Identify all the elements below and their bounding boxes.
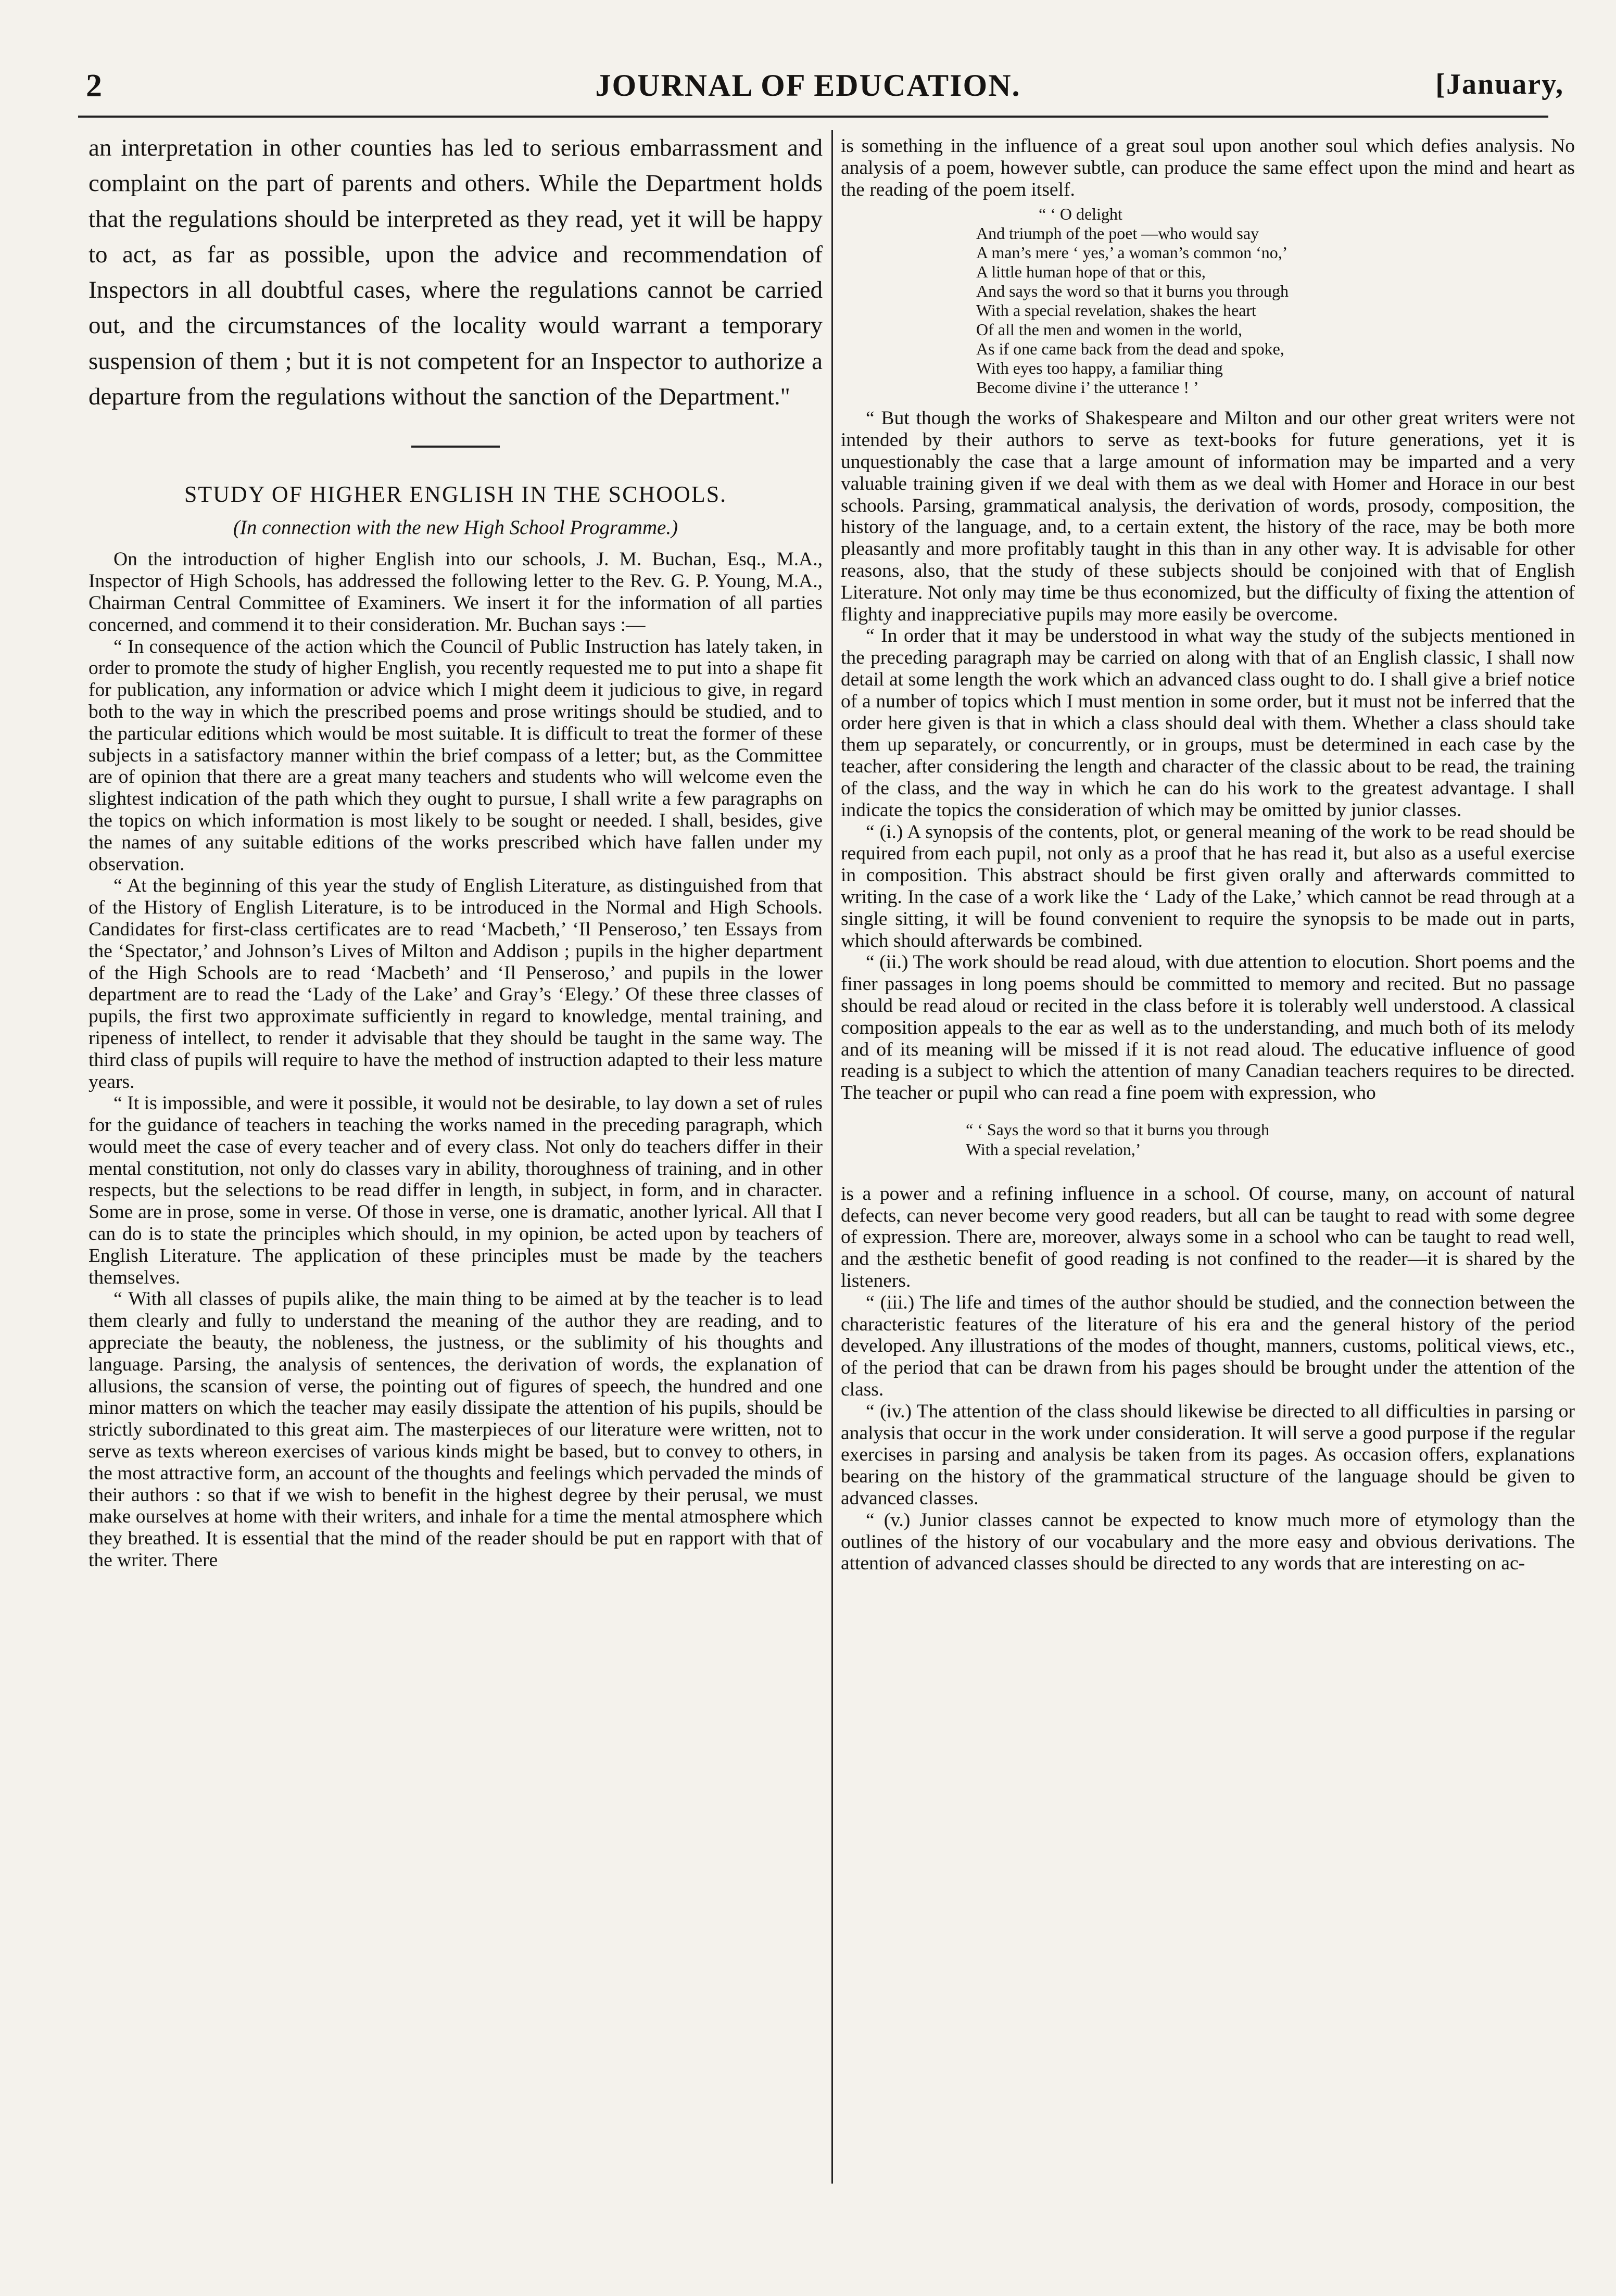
paragraph: “ With all classes of pupils alike, the main thing to be aimed at by the teacher is to lead them clearly and fully to understand the meaning of the author they are reading, and to appreciate the beauty, the nobleness, the justness, or the sublimity of his thoughts and language. Parsing, the analysis of sentences, the derivation of words, the explanation of allusions, the scansion of verse, the pointing out of figures of speech, the hundred and one minor matters on which the teacher may easily dissipate the attention of his pupils, should be strictly subordinated to this great aim. The masterpieces of our literature were written, not to serve as texts whereon exercises of various kinds might be based, but to convey to others, in the most attractive form, an account of the thoughts and feelings which pervaded the minds of their authors : so that if we wish to benefit in the highest degree by their perusal, we must make ourselves at home with their writers, and inhale for a time the mental atmosphere which they breathed. It is essential that the mind of the reader should be put en rapport with that of the writer. There	[89, 1288, 823, 1571]
article-heading: STUDY OF HIGHER ENGLISH IN THE SCHOOLS.	[184, 481, 727, 508]
poem-line: And triumph of the poet —who would say	[976, 224, 1259, 243]
poem-line: Become divine i’ the utterance ! ’	[976, 378, 1199, 397]
paragraph: “ In consequence of the action which the Council of Public Instruction has lately taken, in order to promote the study of higher English, you recently requested me to put into a shape fit for publication, any information or advice which I might deem it judicious to give, in regard both to the way in which the prescribed poems and prose writings should be studied, and to the particular editions which would be most suitable. It is difficult to treat the former of these subjects in a satisfactory manner within the brief compass of a letter; but, as the Committee are of opinion that there are a great many teachers and students who will welcome even the slightest indication of the path which they ought to pursue, I shall write a few paragraphs on the topics on which information is most likely to be sought or needed. I shall, besides, give the names of any suitable editions of the works prescribed which have fallen under my observation.	[89, 636, 823, 875]
paragraph-continuation: is something in the influence of a great soul upon another soul which defies analysis. No analysis of a poem, however subtle, can produce the same effect upon the mind and heart as the reading of the poem itself.	[841, 135, 1575, 200]
poem-line: A man’s mere ‘ yes,’ a woman’s common ‘no,’	[976, 243, 1288, 262]
paragraph: “ (i.) A synopsis of the contents, plot, or general meaning of the work to be read should be required from each pupil, not only as a proof that he has read it, but also as a useful exercise in composition. This abstract should be first given orally and afterwards committed to writing. In the case of a work like the ‘ Lady of the Lake,’ which cannot be read through at a single sitting, it will be found convenient to require the synopsis to be made out in parts, which should afterwards be combined.	[841, 821, 1575, 952]
intro-paragraph	[89, 130, 823, 414]
paragraph: “ But though the works of Shakespeare and Milton and our other great writers were not intended by their authors to serve as text-books for future generations, yet it is unquestionably the case that a large amount of information may be imparted and a very valuable training given if we deal with them as we deal with Homer and Horace in our best schools. Parsing, grammatical analysis, the derivation of words, prosody, composition, the history of the language, and, to a certain extent, the history of the race, may be both more pleasantly and more profitably taught in this than in any other way. It is advisable for other reasons, also, that the study of these subjects should be conjoined with that of English Literature. Not only may time be thus economized, but the difficulty of fixing the attention of flighty and inappreciative pupils may more easily be overcome.	[841, 408, 1575, 625]
poem-line: A little human hope of that or this,	[976, 262, 1206, 282]
paragraph: “ (iii.) The life and times of the author should be studied, and the connection between the characteristic features of the literature of his era and the general history of the period developed. Any illustrations of the modes of thought, manners, customs, political views, etc., of the period that can be drawn from his pages should be brought under the attention of the class.	[841, 1291, 1575, 1401]
paragraph: “ At the beginning of this year the study of English Literature, as distinguished from that of the History of English Literature, is to be introduced in the Normal and High Schools. Candidates for first-class certificates are to read ‘Macbeth,’ ‘Il Penseroso,’ ten Essays from the ‘Spectator,’ and Johnson’s Lives of Milton and Addison ; pupils in the higher department of the High Schools are to read ‘Macbeth’ and ‘Il Penseroso,’ and pupils in the lower department are to read the ‘Lady of the Lake’ and Gray’s ‘Elegy.’ Of these three classes of pupils, the first two approximate sufficiently in regard to knowledge, mental training, and ripeness of intellect, to render it advisable that they should be taught in the same way. The third class of pupils will require to have the method of instruction adapted to their less mature years.	[89, 875, 823, 1093]
paragraph: “ It is impossible, and were it possible, it would not be desirable, to lay down a set of rules for the guidance of teachers in teaching the works named in the preceding paragraph, which would meet the case of every teacher and of every class. Not only do teachers differ in their mental constitution, not only do classes vary in ability, thoroughness of training, and in other respects, but the selections to be read differ in length, in subject, in form, and in character. Some are in prose, some in verse. Of those in verse, one is dramatic, another lyrical. All that I can do is to state the principles which should, in my opinion, be acted upon by teachers of English Literature. The application of these principles must be made by the teachers themselves.	[89, 1093, 823, 1288]
poem-line: With eyes too happy, a familiar thing	[976, 359, 1223, 378]
poem-line: As if one came back from the dead and spoke,	[976, 339, 1284, 359]
page-number: 2	[86, 68, 102, 104]
journal-title: JOURNAL OF EDUCATION.	[595, 68, 1021, 103]
paragraph: “ (ii.) The work should be read aloud, with due attention to elocution. Short poems and the finer passages in long poems should be committed to memory and recited. But no passage should be read aloud or recited in the class before it is tolerably well understood. A classical composition appeals to the ear as well as to the understanding, and much both of its melody and of its meaning will be missed if it is not read aloud. The educative influence of good reading is a subject to which the attention of many Canadian teachers requires to be directed. The teacher or pupil who can read a fine poem with expression, who	[841, 952, 1575, 1104]
right-column	[841, 135, 1575, 1575]
poem-line: And says the word so that it burns you through	[976, 282, 1289, 301]
month-label: [January,	[1435, 68, 1564, 100]
running-header	[36, 68, 1580, 109]
paragraph: On the introduction of higher English into our schools, J. M. Buchan, Esq., M.A., Inspector of High Schools, has addressed the following letter to the Rev. G. P. Young, M.A., Chairman Central Committee of Examiners. We insert it for the information of all parties concerned, and commend it to their consideration. Mr. Buchan says :—	[89, 549, 823, 636]
paragraph: “ (v.) Junior classes cannot be expected to know much more of etymology than the outlines of the history of our vocabulary and the more easy and obvious derivations. The attention of advanced classes should be directed to any words that are interesting on ac-	[841, 1509, 1575, 1575]
column-divider	[831, 130, 833, 2184]
quote-line: With a special revelation,’	[966, 1139, 1141, 1159]
quote-line: “ ‘ Says the word so that it burns you through	[966, 1120, 1270, 1139]
left-body	[89, 549, 823, 1571]
right-body	[841, 135, 1575, 1575]
paragraph: “ In order that it may be understood in what way the study of the subjects mentioned in the preceding paragraph may be carried on along with that of an English classic, I shall now detail at some length the work which an advanced class ought to do. I shall give a brief notice of a number of topics which I must mention in some order, but it must not be inferred that the order here given is that in which a class should deal with them. Whether a class should take them up separately, or concurrently, or in groups, must be determined in each case by the teacher, after considering the length and character of the classic about to be read, the training of the class, and the way in which he can do his work to the greatest advantage. I shall indicate the topics the consideration of which may be omitted by junior classes.	[841, 625, 1575, 821]
article-subheading: (In connection with the new High School Programme.)	[233, 516, 678, 539]
poem-line: Of all the men and women in the world,	[976, 320, 1242, 339]
poem-quotation	[976, 205, 1575, 397]
poem-line: “ ‘ O delight	[1039, 205, 1122, 224]
intro-text: an interpretation in other counties has led to serious embarrassment and complaint on the part of parents and others. While the Department holds that the regulations should be interpreted as they read, yet it will be happy to act, as far as possible, upon the advice and recommendation of Inspectors in all doubtful cases, where the regulations cannot be carried out, and the circumstances of the locality would warrant a temporary suspension of them ; but it is not competent for an Inspector to authorize a departure from the regulations without the sanction of the Department."	[89, 134, 823, 411]
paragraph: “ (iv.) The attention of the class should likewise be directed to all difficulties in parsing or analysis that occur in the work under consideration. It will serve a good purpose if the regular exercises in parsing and analysis be taken from its pages. As occasion offers, explanations bearing on the history of the grammatical structure of the language should be given to advanced classes.	[841, 1400, 1575, 1509]
paragraph-continuation: is a power and a refining influence in a school. Of course, many, on account of natural defects, can never become very good readers, but all can be taught to read with some degree of expression. There are, moreover, always some in a school who can be taught to read well, and the æsthetic benefit of good reading is not confined to the reader—it is shared by the listeners.	[841, 1183, 1575, 1292]
header-rule	[78, 116, 1548, 118]
poem-line: With a special revelation, shakes the heart	[976, 301, 1257, 320]
left-column	[89, 130, 823, 1571]
quoted-lines	[966, 1120, 1575, 1159]
section-separator	[411, 446, 500, 448]
